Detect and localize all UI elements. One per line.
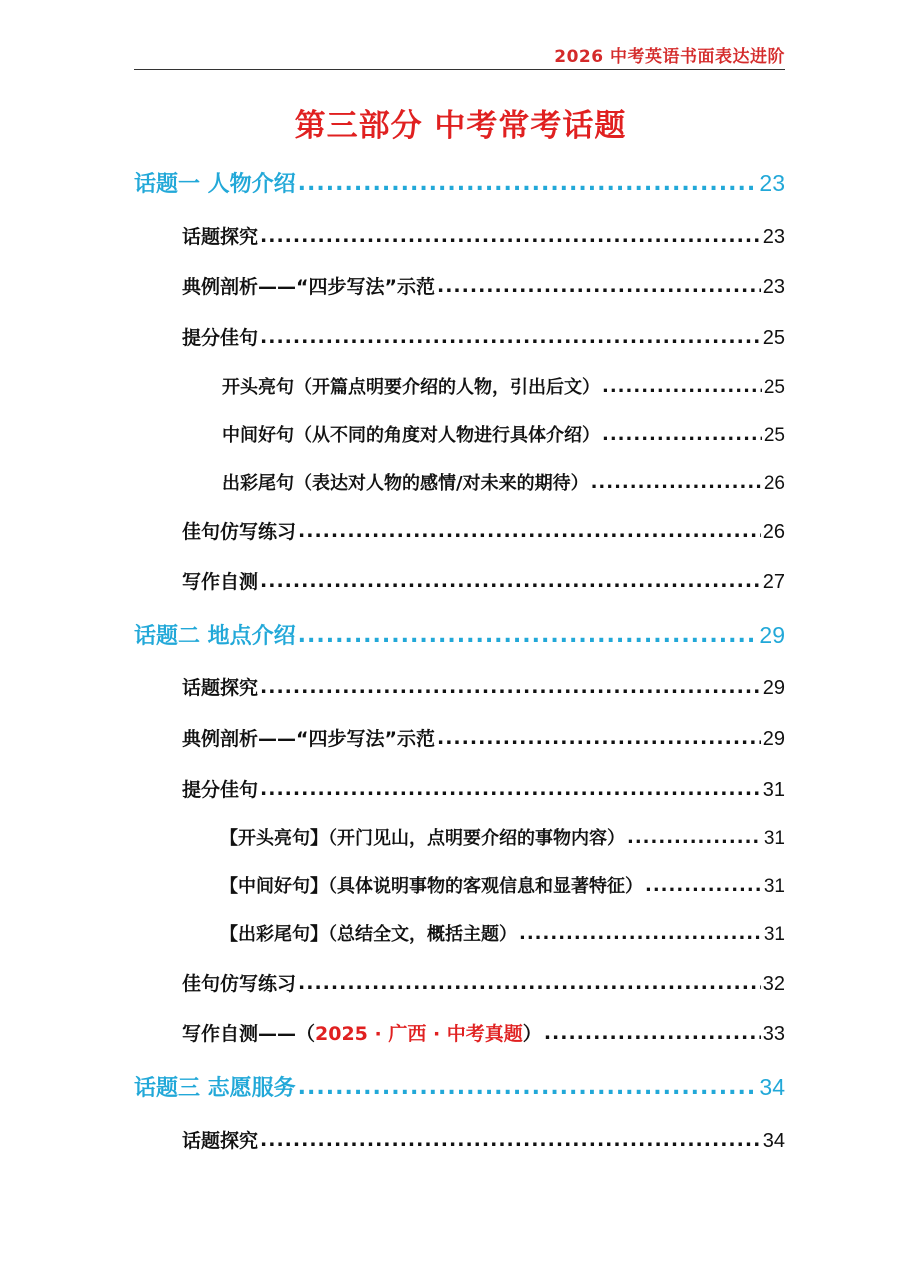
dot-leader: [602, 418, 762, 452]
dot-leader: [260, 772, 761, 806]
dot-leader: [298, 514, 761, 548]
toc-label: 【开头亮句】（开门见山，点明要介绍的事物内容）: [220, 828, 625, 849]
toc-page-number: 29: [759, 622, 785, 648]
toc-label: 【中间好句】（具体说明事物的客观信息和显著特征）: [220, 876, 643, 897]
toc-page-number: 29: [762, 728, 785, 750]
dot-leader: [298, 966, 761, 1000]
toc-page-number: 26: [762, 521, 785, 543]
toc-entry[interactable]: [182, 220, 785, 254]
toc-label: 话题一 人物介绍: [134, 172, 296, 197]
toc-page-number: 23: [762, 276, 785, 298]
toc-page-number: 23: [759, 170, 785, 196]
dot-leader: [298, 1071, 758, 1105]
toc-entry[interactable]: [182, 565, 785, 599]
dot-leader: [544, 1016, 761, 1050]
toc-label: 话题三 志愿服务: [134, 1076, 296, 1101]
toc-page-number: 27: [762, 571, 785, 593]
toc-page-number: 25: [763, 377, 785, 398]
toc-entry[interactable]: [182, 321, 785, 355]
toc-label: 话题二 地点介绍: [134, 624, 296, 649]
toc-entry-exam[interactable]: [182, 1017, 785, 1051]
toc-label: [182, 1017, 542, 1051]
toc-label: 话题探究: [182, 226, 259, 248]
toc-topic-3[interactable]: [134, 1070, 785, 1104]
toc-subentry[interactable]: [220, 918, 785, 952]
toc-label: 提分佳句: [182, 779, 259, 801]
exam-source-highlight: 2025 · 广西 · 中考真题: [315, 1023, 523, 1045]
toc-label: 典例剖析——“四步写法”示范: [182, 728, 435, 750]
dot-leader: [260, 1123, 761, 1157]
toc-label: 佳句仿写练习: [182, 973, 297, 995]
toc-page-number: 34: [759, 1074, 785, 1100]
toc-label: 提分佳句: [182, 327, 259, 349]
dot-leader: [260, 320, 761, 354]
toc-label: 开头亮句（开篇点明要介绍的人物，引出后文）: [222, 377, 600, 398]
toc-label-suffix: ）: [522, 1023, 542, 1045]
toc-label-prefix: 写作自测——（: [182, 1023, 316, 1045]
toc-label: 写作自测: [182, 571, 259, 593]
toc-label: 话题探究: [182, 1130, 259, 1152]
toc-page-number: 32: [762, 973, 785, 995]
toc-label: 【出彩尾句】（总结全文，概括主题）: [220, 924, 517, 945]
toc-page-number: 31: [763, 924, 785, 945]
toc-entry[interactable]: [182, 967, 785, 1001]
toc-page-number: 25: [763, 425, 785, 446]
toc-page-number: 31: [763, 828, 785, 849]
toc-page-number: 25: [762, 327, 785, 349]
toc-label: 典例剖析——“四步写法”示范: [182, 276, 435, 298]
dot-leader: [260, 219, 761, 253]
toc-topic-2[interactable]: [134, 618, 785, 652]
toc-entry[interactable]: [182, 1124, 785, 1158]
dot-leader: [645, 869, 762, 903]
toc-entry[interactable]: [182, 722, 785, 756]
running-header: 2026 中考英语书面表达进阶: [554, 47, 785, 67]
dot-leader: [298, 167, 758, 201]
header-rule: [134, 69, 785, 70]
toc-entry[interactable]: [182, 270, 785, 304]
toc-entry[interactable]: [182, 515, 785, 549]
toc-subentry[interactable]: [222, 371, 785, 405]
dot-leader: [437, 269, 761, 303]
toc-label: 佳句仿写练习: [182, 521, 297, 543]
dot-leader: [260, 564, 761, 598]
dot-leader: [519, 917, 762, 951]
dot-leader: [591, 466, 762, 500]
toc-subentry[interactable]: [220, 822, 785, 856]
dot-leader: [602, 370, 762, 404]
dot-leader: [260, 670, 761, 704]
part-title: 第三部分 中考常考话题: [294, 108, 627, 144]
toc-label: 出彩尾句（表达对人物的感情/对未来的期待）: [222, 473, 589, 494]
toc-label: 话题探究: [182, 677, 259, 699]
toc-page-number: 31: [762, 779, 785, 801]
toc-entry[interactable]: [182, 671, 785, 705]
toc-page-number: 31: [763, 876, 785, 897]
toc-page-number: 34: [762, 1130, 785, 1152]
toc-subentry[interactable]: [220, 870, 785, 904]
dot-leader: [298, 619, 758, 653]
toc-page-number: 26: [763, 473, 785, 494]
toc-page-number: 23: [762, 226, 785, 248]
toc-page-number: 29: [762, 677, 785, 699]
toc-subentry[interactable]: [222, 467, 785, 501]
toc-page-number: 33: [762, 1023, 785, 1045]
dot-leader: [627, 821, 762, 855]
toc-label: 中间好句（从不同的角度对人物进行具体介绍）: [222, 425, 600, 446]
toc-subentry[interactable]: [222, 419, 785, 453]
dot-leader: [437, 721, 761, 755]
toc-topic-1[interactable]: [134, 166, 785, 200]
toc-entry[interactable]: [182, 773, 785, 807]
